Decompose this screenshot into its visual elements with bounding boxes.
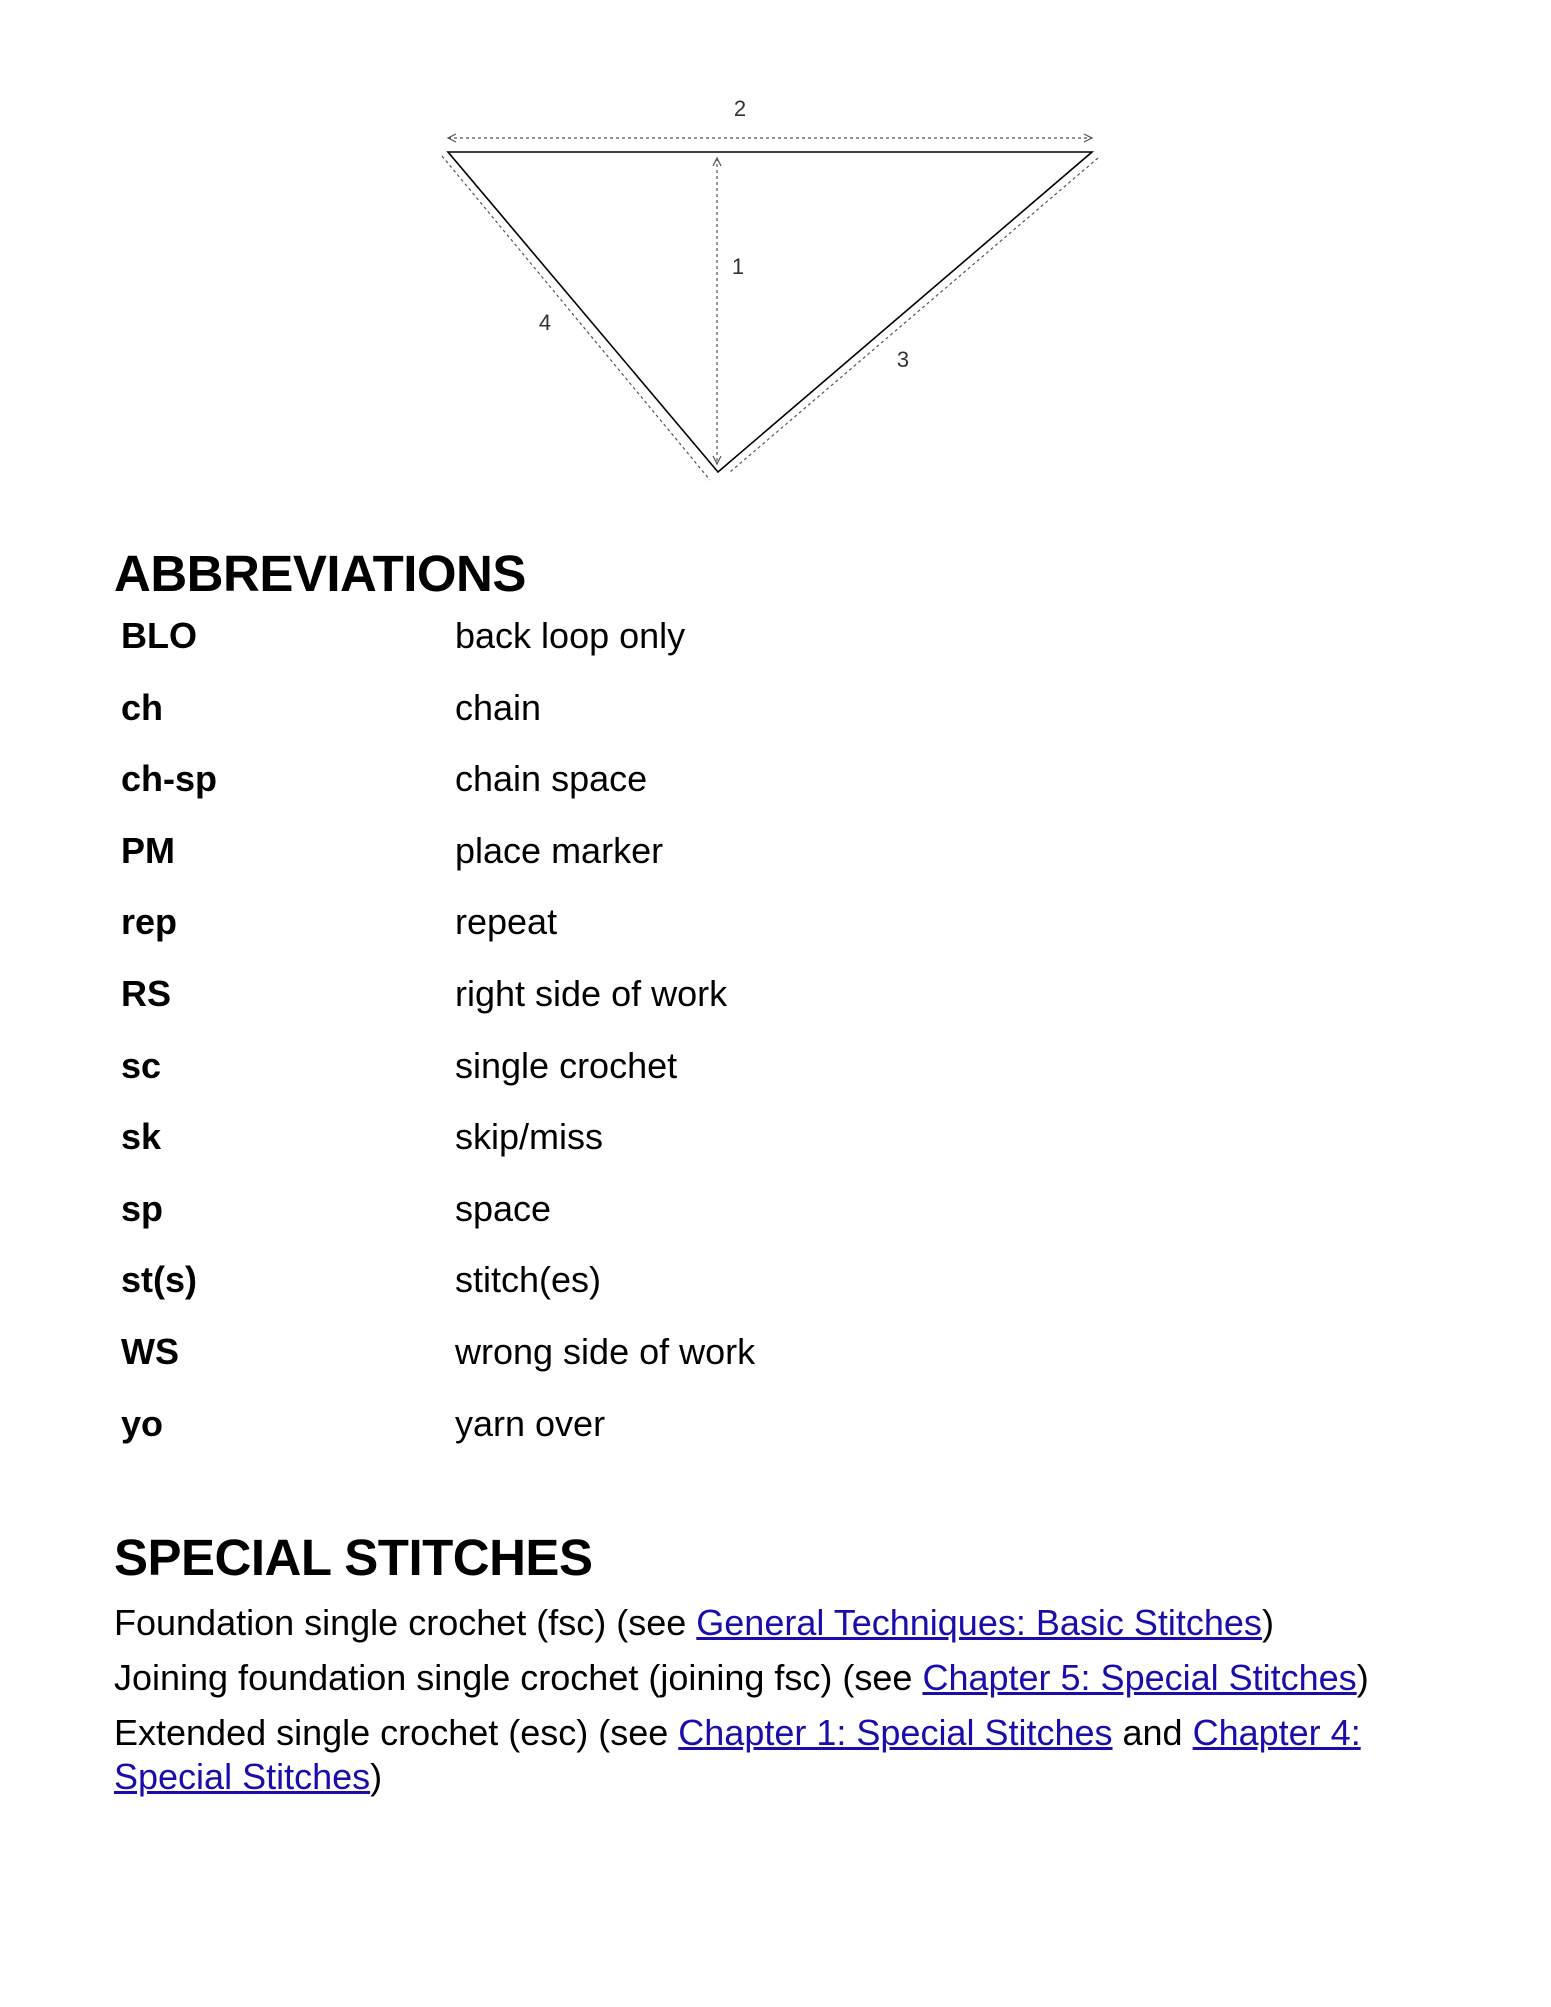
- table-row: [121, 972, 1021, 1044]
- abbreviation-definition: single crochet: [455, 1044, 678, 1086]
- abbreviation-term: PM: [121, 829, 175, 871]
- special-stitches-heading: SPECIAL STITCHES: [114, 1529, 593, 1586]
- dimension-line-4: [442, 156, 710, 480]
- dimension-label-3: 3: [896, 347, 910, 372]
- special-stitches-list: [114, 1601, 1434, 1810]
- special-stitch-text: Foundation single crochet (fsc) (see: [114, 1602, 697, 1643]
- special-stitch-suffix: ): [370, 1756, 383, 1797]
- special-stitch-text: Joining foundation single crochet (joining fsc) (see: [114, 1657, 923, 1698]
- abbreviation-term: RS: [121, 972, 172, 1014]
- abbreviation-term: rep: [121, 901, 178, 943]
- abbreviation-definition: right side of work: [455, 972, 728, 1014]
- table-row: [121, 1330, 1021, 1402]
- chapter-4-link[interactable]: Chapter 4: Special Stitches: [114, 1712, 1361, 1797]
- table-row: [121, 829, 1021, 901]
- abbreviation-definition: yarn over: [455, 1402, 606, 1444]
- abbreviations-heading: ABBREVIATIONS: [114, 545, 526, 602]
- table-row: [121, 1258, 1021, 1330]
- table-row: [121, 757, 1021, 829]
- abbreviation-definition: space: [455, 1187, 552, 1229]
- special-stitch-suffix: ): [1356, 1657, 1369, 1698]
- special-stitch-text: Extended single crochet (esc) (see: [114, 1712, 679, 1753]
- abbreviation-term: st(s): [121, 1259, 198, 1301]
- abbreviation-term: ch: [121, 686, 164, 728]
- abbreviation-definition: repeat: [455, 901, 558, 943]
- list-item: [114, 1656, 1434, 1700]
- dimension-label-2: 2: [733, 96, 747, 121]
- abbreviation-term: BLO: [121, 615, 197, 656]
- table-row: [121, 1044, 1021, 1116]
- abbreviation-definition: wrong side of work: [455, 1330, 756, 1372]
- chapter-1-link[interactable]: Chapter 1: Special Stitches: [678, 1712, 1113, 1753]
- list-item: [114, 1711, 1434, 1799]
- abbreviation-term: sk: [121, 1116, 162, 1158]
- dimension-line-3: [730, 158, 1098, 472]
- general-techniques-link[interactable]: General Techniques: Basic Stitches: [696, 1602, 1262, 1643]
- abbreviation-term: WS: [121, 1330, 179, 1372]
- abbreviation-term: ch-sp: [121, 758, 218, 800]
- dimension-label-4: 4: [538, 310, 552, 335]
- special-stitch-suffix: ): [1261, 1602, 1274, 1643]
- table-row: [121, 1187, 1021, 1259]
- chapter-5-link[interactable]: Chapter 5: Special Stitches: [922, 1657, 1357, 1698]
- abbreviation-term: yo: [121, 1402, 164, 1444]
- special-stitch-connector: and: [1112, 1712, 1193, 1753]
- abbreviation-definition: chain: [455, 686, 542, 728]
- dimension-label-1: 1: [731, 254, 745, 279]
- shawl-schematic-diagram: [420, 90, 1120, 490]
- table-row: [121, 1402, 1021, 1474]
- abbreviation-term: sc: [121, 1044, 162, 1086]
- table-row: [121, 900, 1021, 972]
- abbreviation-definition: place marker: [455, 829, 664, 871]
- table-row: [121, 614, 1021, 686]
- abbreviation-definition: stitch(es): [455, 1259, 602, 1301]
- abbreviation-definition: back loop only: [455, 615, 686, 656]
- abbreviations-table: [121, 614, 1021, 1473]
- table-row: [121, 1115, 1021, 1187]
- table-row: [121, 686, 1021, 758]
- abbreviation-definition: skip/miss: [455, 1116, 604, 1158]
- abbreviation-definition: chain space: [455, 758, 648, 800]
- list-item: [114, 1601, 1434, 1645]
- abbreviation-term: sp: [121, 1187, 164, 1229]
